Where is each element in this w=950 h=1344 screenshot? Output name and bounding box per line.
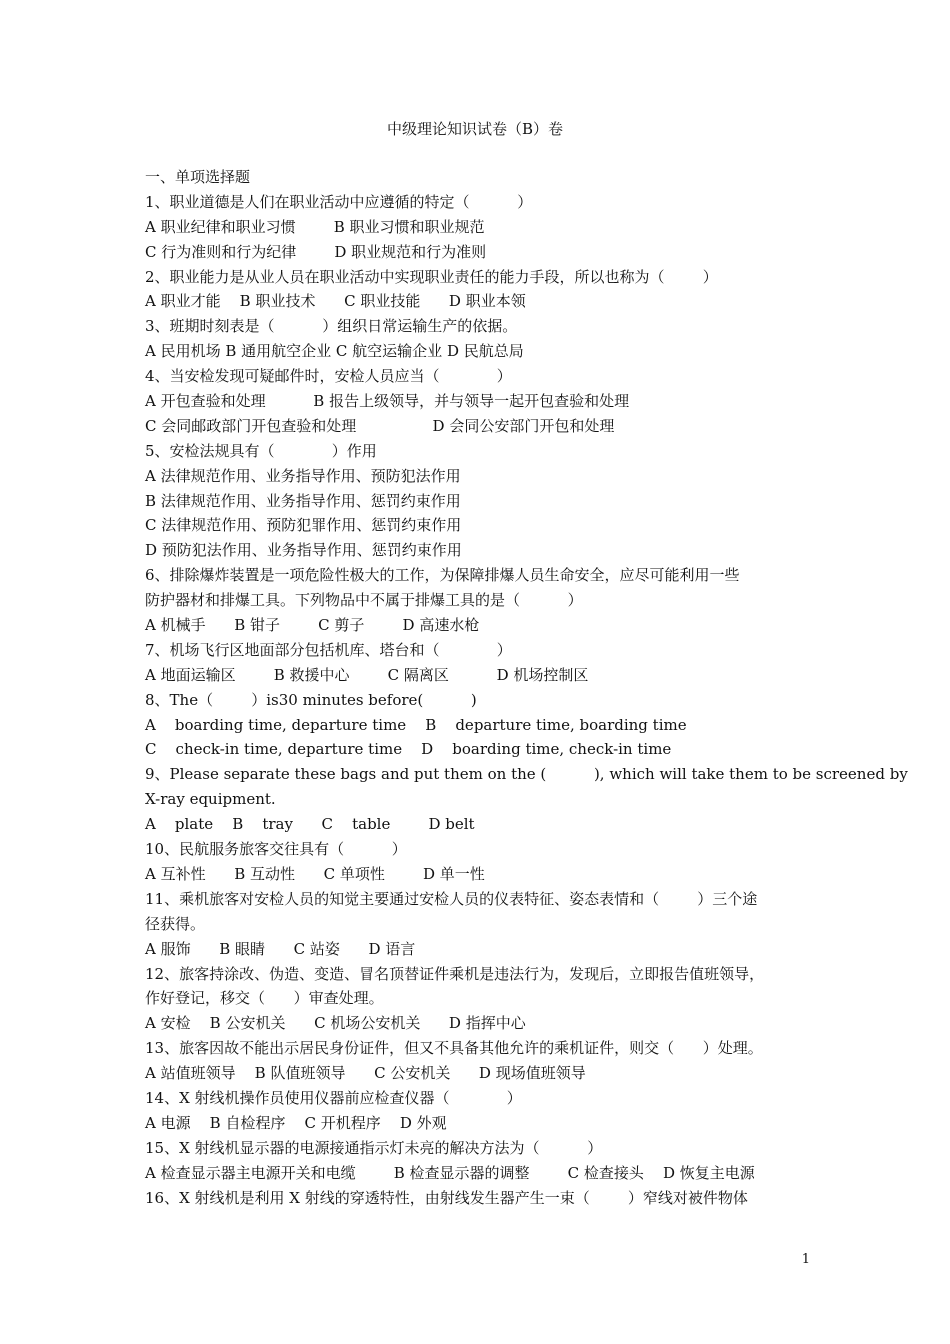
question-line: 8、The（ ）is30 minutes before( ) (145, 690, 477, 709)
question-line: 16、X 射线机是利用 X 射线的穿透特性，由射线发生器产生一束（ ）窄线对被件物体 (145, 1188, 748, 1207)
question-line: 10、民航服务旅客交往具有（ ） (145, 840, 407, 859)
question-line: 作好登记，移交（ ）审查处理。 (145, 989, 384, 1008)
question-line: 9、Please separate these bags and put them on the ( ), which will take them to be screened by (145, 765, 908, 784)
question-line: 径获得。 (145, 914, 206, 933)
option-line: C 会同邮政部门开包查验和处理 D 会同公安部门开包和处理 (145, 416, 615, 435)
question-line: 4、当安检发现可疑邮件时，安检人员应当（ ） (145, 367, 512, 386)
question-line: 13、旅客因故不能出示居民身份证件，但又不具备其他允许的乘机证件，则交（ ）处理。 (145, 1039, 763, 1058)
option-line: A 电源 B 自检程序 C 开机程序 D 外观 (145, 1113, 447, 1132)
option-line: A 安检 B 公安机关 C 机场公安机关 D 指挥中心 (145, 1014, 526, 1033)
option-line: A 开包查验和处理 B 报告上级领导，并与领导一起开包查验和处理 (145, 392, 630, 411)
option-line: A 服饰 B 眼睛 C 站姿 D 语言 (145, 939, 416, 958)
question-line: 3、班期时刻表是（ ）组织日常运输生产的依据。 (145, 317, 518, 336)
question-line: 11、乘机旅客对安检人员的知觉主要通过安检人员的仪表特征、姿态表情和（ ）三个途 (145, 889, 758, 908)
option-line: A 检查显示器主电源开关和电缆 B 检查显示器的调整 C 检查接头 D 恢复主电源 (145, 1163, 755, 1182)
question-line: 15、X 射线机显示器的电源接通指示灯未亮的解决方法为（ ） (145, 1138, 603, 1157)
question-line: X-ray equipment. (145, 790, 276, 809)
question-line: 12、旅客持涂改、伪造、变造、冒名顶替证件乘机是违法行为，发现后，立即报告值班领导， (145, 964, 765, 983)
option-line: B 法律规范作用、业务指导作用、惩罚约束作用 (145, 491, 461, 510)
option-line: A boarding time, departure time B departure time, boarding time (145, 715, 687, 734)
option-line: D 预防犯法作用、业务指导作用、惩罚约束作用 (145, 541, 462, 560)
option-line: A 互补性 B 互动性 C 单项性 D 单一性 (145, 864, 485, 883)
option-line: C check-in time, departure time D boarding time, check-in time (145, 740, 672, 759)
option-line: C 行为准则和行为纪律 D 职业规范和行为准则 (145, 242, 487, 261)
question-line: 防护器材和排爆工具。下列物品中不属于排爆工具的是（ ） (145, 591, 583, 610)
option-line: A plate B tray C table D belt (145, 815, 475, 834)
option-line: A 地面运输区 B 救援中心 C 隔离区 D 机场控制区 (145, 665, 589, 684)
question-line: 1、职业道德是人们在职业活动中应遵循的特定（ ） (145, 192, 533, 211)
option-line: A 职业纪律和职业习惯 B 职业习惯和职业规范 (145, 217, 485, 236)
document-title: 中级理论知识试卷（B）卷 (386, 120, 564, 138)
option-line: A 机械手 B 钳子 C 剪子 D 高速水枪 (145, 616, 480, 635)
option-line: C 法律规范作用、预防犯罪作用、惩罚约束作用 (145, 516, 462, 535)
question-line: 7、机场飞行区地面部分包括机库、塔台和（ ） (145, 640, 512, 659)
question-line: 5、安检法规具有（ ）作用 (145, 441, 377, 460)
question-line: 6、排除爆炸装置是一项危险性极大的工作，为保障排爆人员生命安全，应尽可能利用一些 (145, 566, 740, 585)
section-heading: 一、单项选择题 (145, 168, 251, 186)
question-line: 2、职业能力是从业人员在职业活动中实现职业责任的能力手段，所以也称为（ ） (145, 267, 718, 286)
option-line: A 民用机场 B 通用航空企业 C 航空运输企业 D 民航总局 (145, 342, 524, 361)
page-number: 1 (801, 1252, 810, 1267)
question-line: 14、X 射线机操作员使用仪器前应检查仪器（ ） (145, 1088, 522, 1107)
option-line: A 法律规范作用、业务指导作用、预防犯法作用 (145, 466, 461, 485)
option-line: A 职业才能 B 职业技术 C 职业技能 D 职业本领 (145, 292, 526, 311)
option-line: A 站值班领导 B 队值班领导 C 公安机关 D 现场值班领导 (145, 1064, 586, 1083)
question-content (145, 165, 908, 1210)
